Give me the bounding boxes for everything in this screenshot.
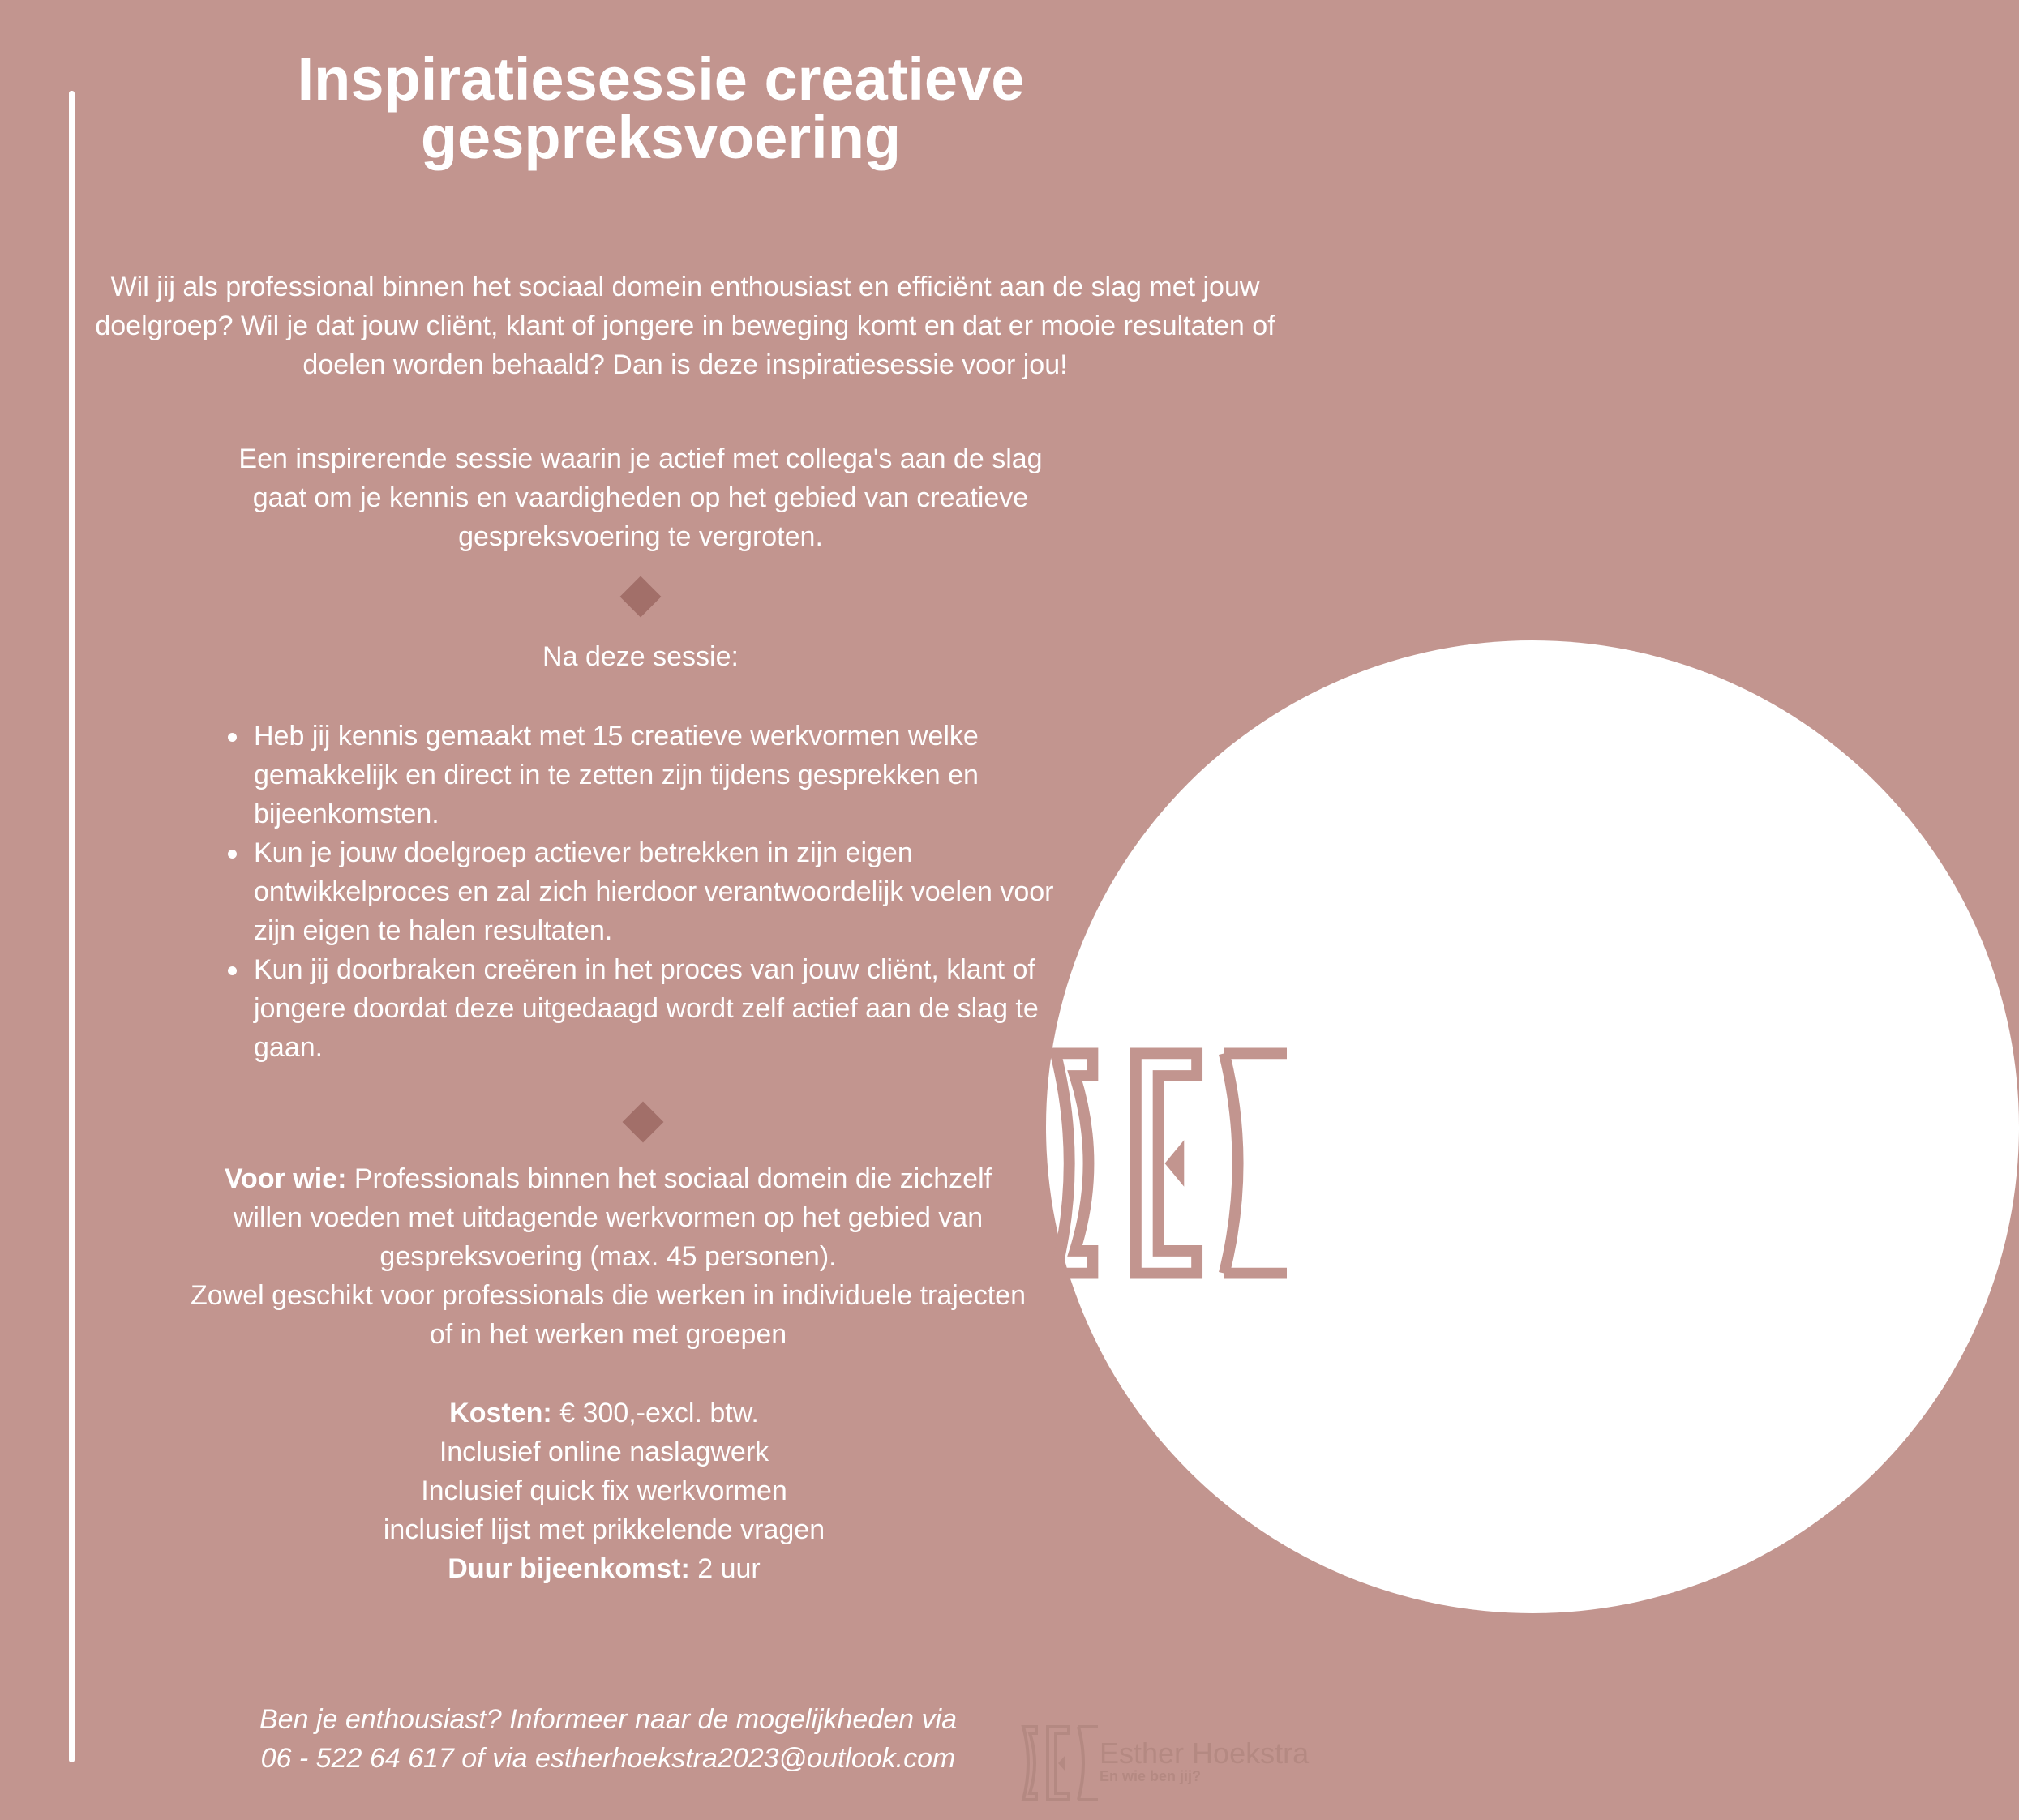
duration-label: Duur bijeenkomst: (448, 1553, 690, 1584)
brand-name: Esther Hoekstra (1100, 1736, 1310, 1770)
list-item: Kun je jouw doelgroep actiever betrekken in zijn eigen ontwikkelproces en zal zich hierdoor verantwoordelijk voelen voor zijn eigen te halen resultaten. (223, 833, 1099, 950)
for-whom-label: Voor wie: (224, 1163, 347, 1194)
for-whom-extra: Zowel geschikt voor professionals die werken in individuele trajecten of in het werken met groepen (191, 1280, 1026, 1350)
brand-block (1100, 1736, 1310, 1784)
page-title: Inspiratiesessie creatieve gespreksvoering (297, 45, 1025, 171)
diamond-divider-icon (620, 576, 662, 618)
vertical-rule (69, 91, 75, 1762)
subintro-text: Een inspirerende sessie waarin je actief met collega's aan de slag gaat om je kennis en vaardigheden op het gebied van creatieve gespreksvoering te vergroten. (238, 443, 1043, 552)
list-item: Kun jij doorbraken creëren in het proces van jouw cliënt, klant of jongere doordat deze uitgedaagd wordt zelf actief aan de slag te gaan. (223, 950, 1099, 1067)
footer-contact-line: 06 - 522 64 617 of via estherhoekstra2023@outlook.com (260, 1743, 956, 1774)
costs-include: inclusief lijst met prikkelende vragen (383, 1514, 825, 1545)
duration-value: 2 uur (689, 1553, 761, 1584)
logo-mark-icon (1046, 1046, 1287, 1281)
for-whom-section (186, 1159, 1030, 1354)
costs-include: Inclusief online naslagwerk (439, 1437, 769, 1467)
costs-value: € 300,-excl. btw. (551, 1398, 759, 1428)
after-session-heading: Na deze sessie: (542, 641, 739, 672)
list-item: Heb jij kennis gemaakt met 15 creatieve werkvormen welke gemakkelijk en direct in te zetten zijn tijdens gesprekken en bijeenkomsten. (223, 717, 1099, 833)
benefits-list (223, 717, 1099, 1067)
diamond-divider-icon (623, 1102, 664, 1143)
footer-line: Ben je enthousiast? Informeer naar de mogelijkheden via (259, 1704, 957, 1735)
brand-tagline: En wie ben jij? (1100, 1768, 1202, 1784)
contact-footer (203, 1700, 1014, 1778)
costs-section (308, 1394, 900, 1549)
intro-text: Wil jij als professional binnen het sociaal domein enthousiast en efficiënt aan de slag met jouw doelgroep? Wil je dat jouw cliënt, klant of jongere in beweging komt en dat er mooie resultaten of doelen worden behaald? Dan is deze inspiratiesessie voor jou! (95, 272, 1275, 380)
duration-section (341, 1549, 868, 1588)
costs-label: Kosten: (449, 1398, 552, 1428)
brand-logo-icon (1020, 1724, 1101, 1803)
for-whom-text: Professionals binnen het sociaal domein die zichzelf willen voeden met uitdagende werkvormen op het gebied van gespreksvoering (max. 45 personen). (233, 1163, 992, 1272)
costs-include: Inclusief quick fix werkvormen (421, 1475, 787, 1506)
